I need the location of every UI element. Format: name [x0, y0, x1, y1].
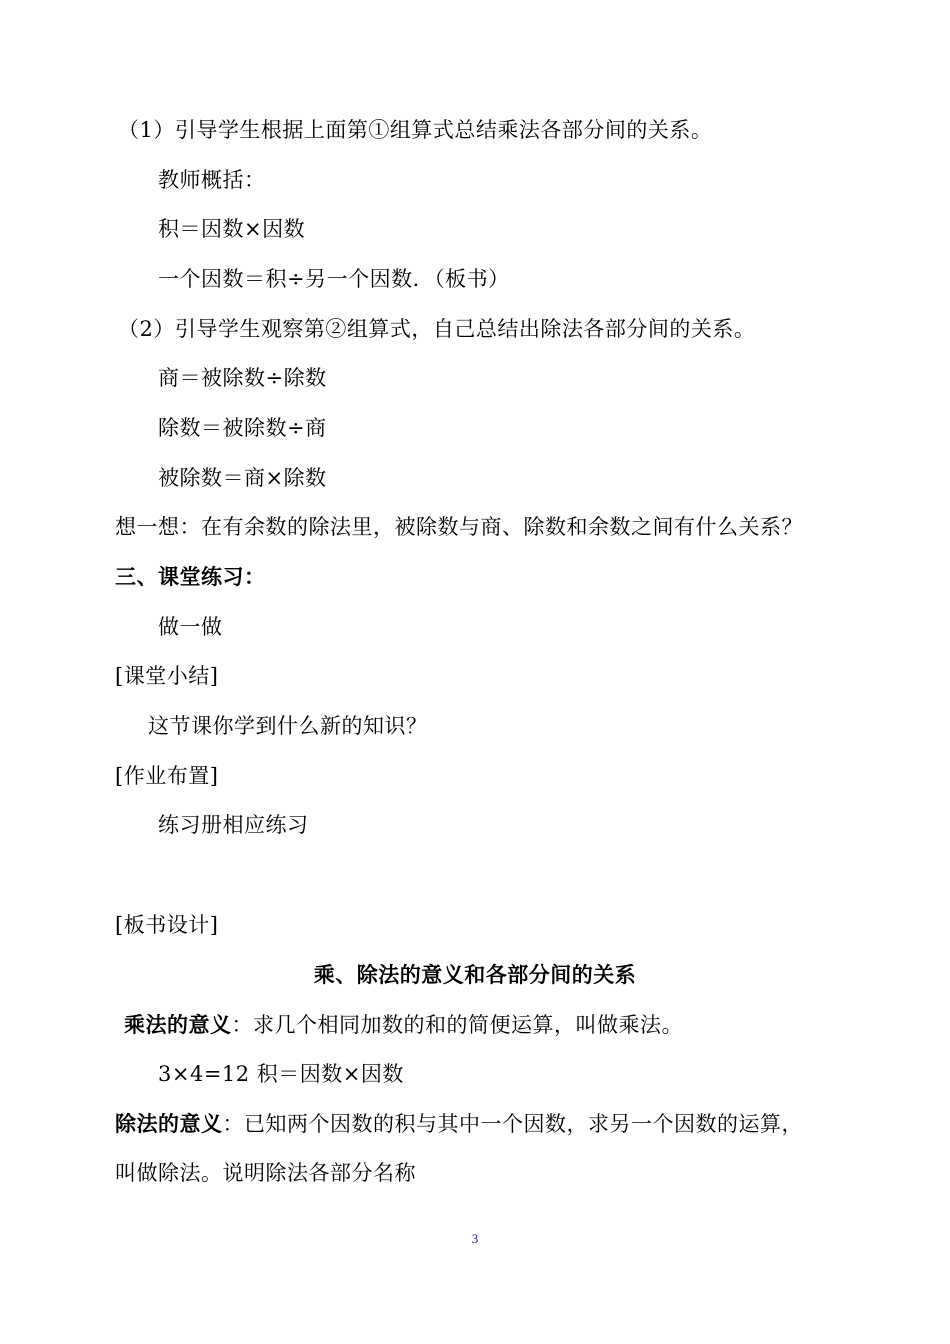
multiply-example: 3×4=12 积＝因数×因数 [158, 1062, 404, 1086]
formula-quotient: 商＝被除数÷除数 [158, 366, 327, 390]
think-question: 想一想：在有余数的除法里，被除数与商、除数和余数之间有什么关系？ [115, 515, 803, 539]
page-number: 3 [471, 1231, 479, 1246]
section-heading-classroom-practice: 三、课堂练习： [115, 564, 266, 589]
board-design-title: 乘、除法的意义和各部分间的关系 [313, 962, 637, 987]
multiply-meaning-label: 乘法的意义 [124, 1012, 232, 1037]
step-2-division-relation: （2）引导学生观察第②组算式，自己总结出除法各部分间的关系。 [118, 317, 756, 341]
formula-product: 积＝因数×因数 [158, 217, 306, 241]
divide-meaning-line [115, 1110, 803, 1138]
teacher-summary-label: 教师概括： [158, 168, 266, 192]
formula-divisor: 除数＝被除数÷商 [158, 416, 327, 440]
formula-factor: 一个因数＝积÷另一个因数．（板书） [158, 267, 510, 291]
section-board-design: [板书设计] [115, 913, 219, 937]
formula-dividend: 被除数＝商×除数 [158, 466, 327, 490]
multiply-meaning-line [124, 1011, 683, 1039]
section-homework: [作业布置] [115, 764, 219, 788]
summary-question: 这节课你学到什么新的知识？ [148, 714, 428, 738]
homework-item: 练习册相应练习 [158, 813, 309, 837]
multiply-meaning-text: ：求几个相同加数的和的简便运算，叫做乘法。 [231, 1013, 683, 1037]
divide-meaning-continuation: 叫做除法。说明除法各部分名称 [115, 1161, 416, 1185]
divide-meaning-label: 除法的意义 [115, 1111, 223, 1136]
step-1-multiplication-relation: （1）引导学生根据上面第①组算式总结乘法各部分间的关系。 [118, 118, 713, 142]
practice-item: 做一做 [158, 615, 223, 639]
section-class-summary: [课堂小结] [115, 664, 219, 688]
divide-meaning-text: ：已知两个因数的积与其中一个因数，求另一个因数的运算， [222, 1112, 803, 1136]
